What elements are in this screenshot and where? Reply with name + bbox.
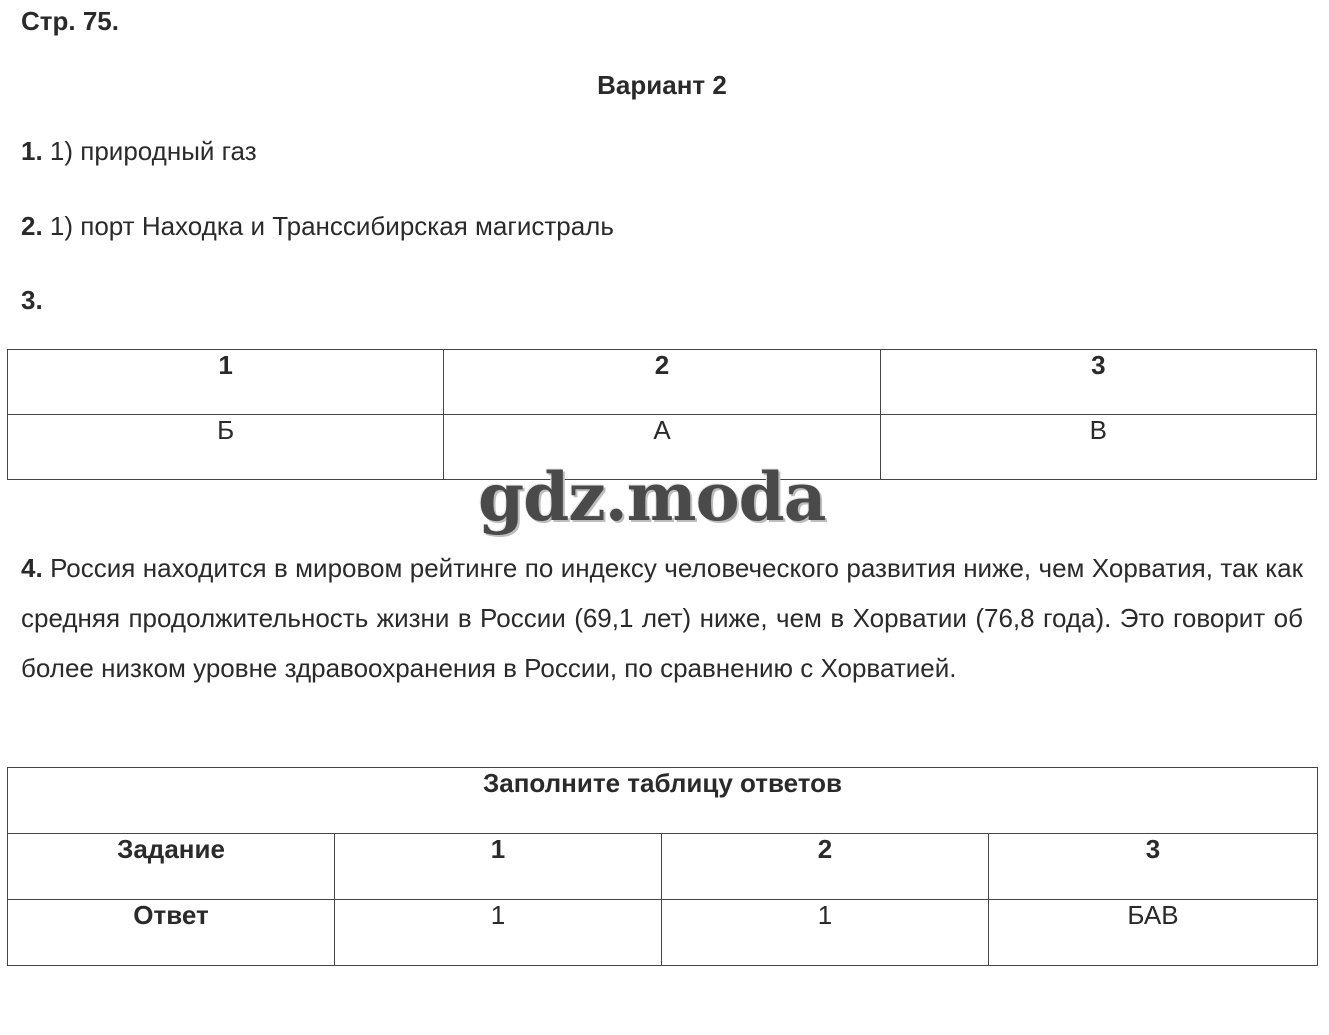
answer-4-paragraph	[21, 543, 1303, 693]
table-header-cell: 2	[662, 834, 989, 900]
table-cell: А	[444, 415, 880, 480]
task-label-cell: Задание	[8, 834, 335, 900]
watermark-logo: gdz.moda	[478, 458, 826, 536]
table-cell: БАВ	[989, 900, 1318, 966]
answer-number: 4.	[21, 553, 43, 583]
answer-table	[7, 767, 1318, 966]
table-header-cell: 3	[880, 350, 1316, 415]
table-header-cell: 3	[989, 834, 1318, 900]
variant-title: Вариант 2	[597, 70, 727, 100]
table-header-cell: 1	[335, 834, 662, 900]
table-header-cell: 1	[8, 350, 444, 415]
table-cell: Б	[8, 415, 444, 480]
answer-1	[21, 136, 257, 167]
table-cell: В	[880, 415, 1316, 480]
answer-number: 2.	[21, 211, 43, 241]
table-cell: 1	[335, 900, 662, 966]
answer-2	[21, 211, 614, 242]
table-header-row	[8, 834, 1318, 900]
answer-text: Россия находится в мировом рейтинге по индексу человеческого развития ниже, чем Хорватия, так как средняя продолжительность жизни в России (69,1 лет) ниже, чем в Хорватии (76,8 года). Это говорит об более низком уровне здравоохранения в России, по сравнению с Хорватией.	[21, 553, 1303, 683]
table-header-cell: 2	[444, 350, 880, 415]
answer-table-title: Заполните таблицу ответов	[8, 768, 1318, 834]
answer-text: 1) природный газ	[42, 136, 257, 166]
answer-label-cell: Ответ	[8, 900, 335, 966]
answer-text: 1) порт Находка и Транссибирская магистраль	[42, 211, 614, 241]
answer-table-title-row	[8, 768, 1318, 834]
page-reference: Стр. 75.	[21, 6, 119, 36]
answer-number: 3.	[21, 285, 43, 315]
table-row	[8, 900, 1318, 966]
answer-3	[21, 285, 43, 316]
table-header-row	[8, 350, 1317, 415]
answer-number: 1.	[21, 136, 43, 166]
table-cell: 1	[662, 900, 989, 966]
